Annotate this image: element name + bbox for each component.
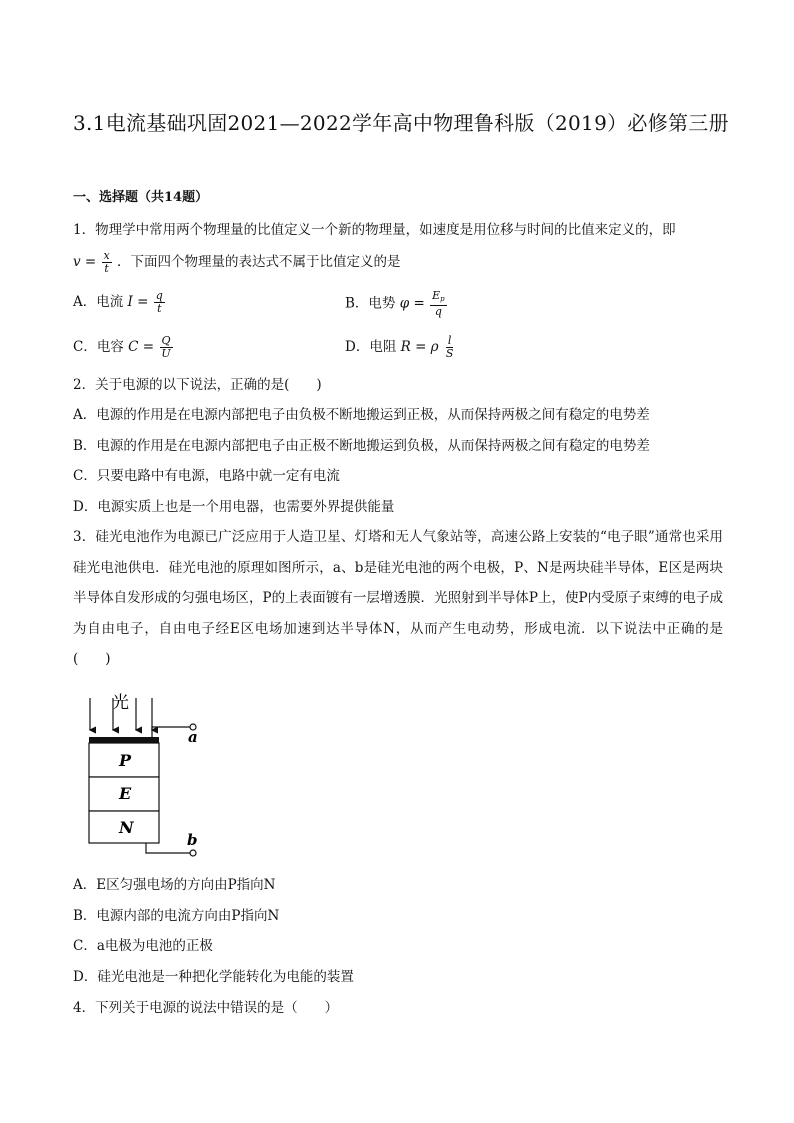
q1-option-a-fraction: [154, 290, 165, 315]
q1-velocity-denominator: t: [104, 262, 109, 275]
q1-option-c-numerator: Q: [161, 334, 171, 347]
q1-option-b-numerator: [430, 290, 447, 306]
q3-option-a: A．E区匀强电场的方向由P指向N: [73, 877, 276, 893]
q1-option-d-eq: R = ρ: [400, 339, 439, 355]
q1-option-c-eq: C =: [128, 339, 155, 355]
q2-option-d: D．电源实质上也是一个用电器，也需要外界提供能量: [73, 499, 395, 515]
page-title: 3.1电流基础巩固2021—2022学年高中物理鲁科版（2019）必修第三册: [73, 111, 729, 135]
q3-option-b: B．电源内部的电流方向由P指向N: [73, 908, 280, 924]
q1-option-b-num-main: E: [432, 289, 441, 302]
q1-option-d-denominator: S: [445, 347, 454, 360]
q1-velocity-eq: v =: [73, 254, 97, 270]
q1-option-a-denominator: t: [157, 302, 162, 315]
q2-option-c: C．只要电路中有电源，电路中就一定有电流: [73, 468, 340, 484]
coating-layer: [89, 737, 159, 743]
q2-stem: 2．关于电源的以下说法，正确的是( ): [73, 377, 322, 393]
q1-option-d-label: D．电阻: [345, 339, 397, 355]
electrode-b-terminal: [190, 850, 196, 856]
q1-stem-line2-row: [73, 250, 401, 275]
e-label: E: [119, 784, 132, 803]
n-label: N: [119, 818, 134, 837]
electrode-a-label: a: [188, 728, 198, 746]
q1-option-a-numerator: q: [155, 289, 163, 302]
q3-option-c: C．a电极为电池的正极: [73, 938, 213, 954]
p-label: P: [119, 751, 132, 770]
q1-option-b-num-sub: p: [440, 295, 445, 303]
q1-option-a-label: A．电流: [73, 294, 124, 310]
q1-option-c-label: C．电容: [73, 339, 124, 355]
q1-stem-line2: ．下面四个物理量的表达式不属于比值定义的是: [117, 254, 401, 270]
q4-stem: 4．下列关于电源的说法中错误的是（ ）: [73, 1000, 339, 1016]
q1-option-b: [345, 290, 448, 318]
electrode-b-wire: [146, 843, 190, 853]
q1-option-b-label: B．电势: [345, 295, 396, 312]
electrode-b-label: b: [187, 831, 198, 849]
q3-option-d: D．硅光电池是一种把化学能转化为电能的装置: [73, 969, 354, 985]
q1-option-d: [345, 335, 456, 360]
q1-velocity-fraction: [102, 250, 112, 275]
q2-option-b: B．电源的作用是在电源内部把电子由正极不断地搬运到负极，从而保持两极之间有稳定的电势差: [73, 438, 650, 454]
q1-option-d-numerator: l: [447, 334, 452, 347]
q1-option-c-fraction: [159, 335, 172, 360]
q1-stem-line1: 1．物理学中常用两个物理量的比值定义一个新的物理量，如速度是用位移与时间的比值来定义的，即: [73, 222, 676, 238]
q2-option-a: A．电源的作用是在电源内部把电子由负极不断地搬运到正极，从而保持两极之间有稳定的电势差: [73, 407, 650, 423]
q1-option-b-fraction: [430, 290, 447, 318]
q1-option-d-fraction: [444, 335, 456, 360]
q1-option-a-eq: I =: [127, 294, 149, 310]
electrode-a-wire: [152, 727, 190, 737]
section-heading: 一、选择题（共14题）: [73, 190, 209, 205]
q1-option-c-denominator: U: [161, 347, 171, 360]
q3-stem: 3．硅光电池作为电源已广泛应用于人造卫星、灯塔和无人气象站等，高速公路上安装的“电子眼”通常也采用硅光电池供电．硅光电池的原理如图所示，a、b是硅光电池的两个电极，P、N是两块硅半导体，E区是两块半导体自发形成的匀强电场区，P的上表面镀有一层增透膜．光照射到半导体P上，使P内受原子束缚的电子成为自由电子，自由电子经E区电场加速到达半导体N，从而产生电动势，形成电流．以下说法中正确的是( ): [73, 529, 723, 667]
q1-velocity-numerator: x: [103, 249, 110, 262]
q1-option-b-denominator: q: [434, 305, 442, 318]
q1-option-c: [73, 335, 174, 360]
q1-option-a: [73, 290, 166, 315]
solar-cell-diagram: [80, 688, 220, 863]
q1-option-b-eq: φ =: [399, 295, 425, 312]
light-label: 光: [112, 693, 129, 713]
